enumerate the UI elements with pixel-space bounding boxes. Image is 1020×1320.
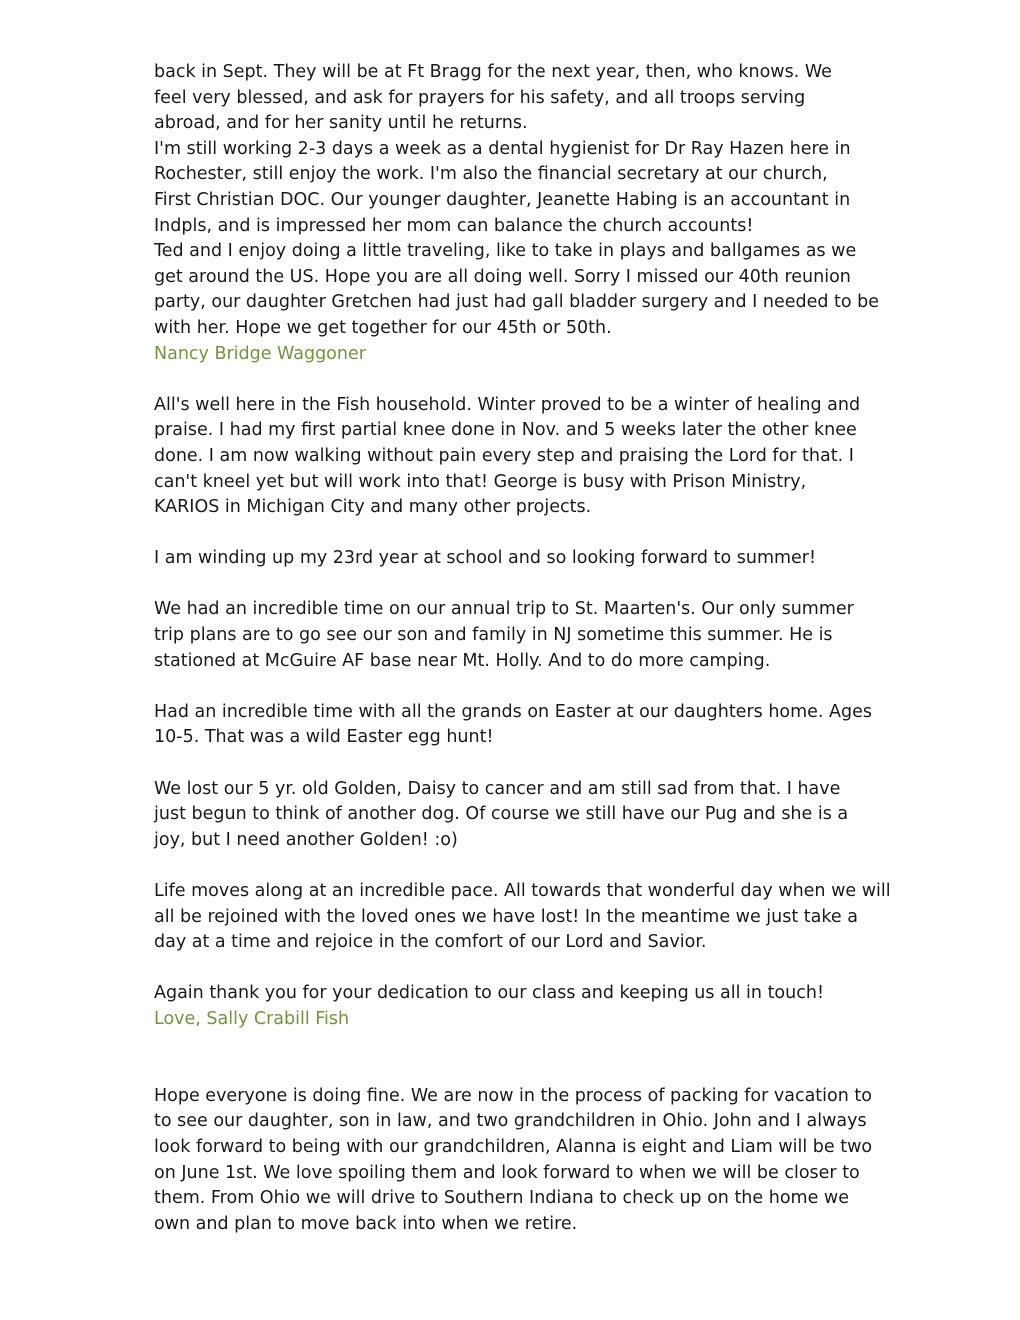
text-line: Again thank you for your dedication to our class and keeping us all in touch! (154, 983, 824, 1004)
text-line: stationed at McGuire AF base near Mt. Holly. And to do more camping. (154, 650, 771, 671)
paragraph (154, 546, 874, 572)
text-line: Life moves along at an incredible pace. All towards that wonderful day when we will (154, 881, 891, 901)
text-line: I am winding up my 23rd year at school and so looking forward to summer! (154, 548, 817, 569)
signature: Love, Sally Crabill Fish (154, 1008, 350, 1029)
text-line: own and plan to move back into when we retire. (154, 1213, 578, 1234)
letter-third (154, 1084, 874, 1238)
text-line: We had an incredible time on our annual trip to St. Maarten's. Our only summer (154, 599, 854, 620)
text-line: Indpls, and is impressed her mom can balance the church accounts! (154, 215, 754, 236)
text-line: praise. I had my first partial knee done in Nov. and 5 weeks later the other knee (154, 420, 857, 441)
text-line: day at a time and rejoice in the comfort of our Lord and Savior. (154, 932, 707, 953)
paragraph (154, 597, 874, 674)
paragraph (154, 700, 874, 751)
text-line: joy, but I need another Golden! :o) (154, 829, 458, 850)
text-line: to see our daughter, son in law, and two grandchildren in Ohio. John and I always (154, 1111, 867, 1132)
paragraph (154, 981, 874, 1007)
text-line: back in Sept. They will be at Ft Bragg for the next year, then, who knows. We (154, 62, 832, 82)
text-line: party, our daughter Gretchen had just had gall bladder surgery and I needed to be (154, 292, 880, 313)
signature: Nancy Bridge Waggoner (154, 343, 366, 364)
text-line: KARIOS in Michigan City and many other projects. (154, 497, 592, 518)
text-line: trip plans are to go see our son and family in NJ sometime this summer. He is (154, 625, 833, 646)
paragraph (154, 777, 874, 854)
text-line: abroad, and for her sanity until he returns. (154, 113, 528, 134)
text-line: all be rejoined with the loved ones we have lost! In the meantime we just take a (154, 906, 858, 927)
text-line: them. From Ohio we will drive to Southern Indiana to check up on the home we (154, 1188, 849, 1209)
text-line: feel very blessed, and ask for prayers for his safety, and all troops serving (154, 87, 806, 108)
text-line: Hope everyone is doing fine. We are now in the process of packing for vacation to (154, 1085, 872, 1106)
text-line: We lost our 5 yr. old Golden, Daisy to cancer and am still sad from that. I have (154, 778, 841, 799)
text-line: look forward to being with our grandchildren, Alanna is eight and Liam will be two (154, 1136, 873, 1157)
text-line: done. I am now walking without pain every step and praising the Lord for that. I (154, 445, 854, 466)
letter-fish (154, 393, 891, 1033)
text-line: All's well here in the Fish household. Winter proved to be a winter of healing and (154, 394, 861, 415)
text-line: Ted and I enjoy doing a little traveling, like to take in plays and ballgames as we (154, 241, 857, 262)
paragraph (154, 393, 874, 521)
text-line: I'm still working 2-3 days a week as a dental hygienist for Dr Ray Hazen here in (154, 138, 851, 159)
text-line: just begun to think of another dog. Of course we still have our Pug and she is a (154, 804, 849, 825)
text-line: Had an incredible time with all the grands on Easter at our daughters home. Ages (154, 701, 873, 722)
text-line: on June 1st. We love spoiling them and look forward to when we will be closer to (154, 1162, 860, 1183)
letter-waggoner (154, 60, 880, 367)
text-line: 10-5. That was a wild Easter egg hunt! (154, 727, 494, 748)
text-line: Rochester, still enjoy the work. I'm also the financial secretary at our church, (154, 164, 828, 185)
text-line: First Christian DOC. Our younger daughter, Jeanette Habing is an accountant in (154, 189, 851, 210)
paragraph (154, 879, 891, 956)
document-page (154, 60, 891, 1237)
text-line: can't kneel yet but will work into that! George is busy with Prison Ministry, (154, 471, 807, 492)
text-line: with her. Hope we get together for our 45th or 50th. (154, 317, 612, 338)
text-line: get around the US. Hope you are all doing well. Sorry I missed our 40th reunion (154, 266, 851, 287)
